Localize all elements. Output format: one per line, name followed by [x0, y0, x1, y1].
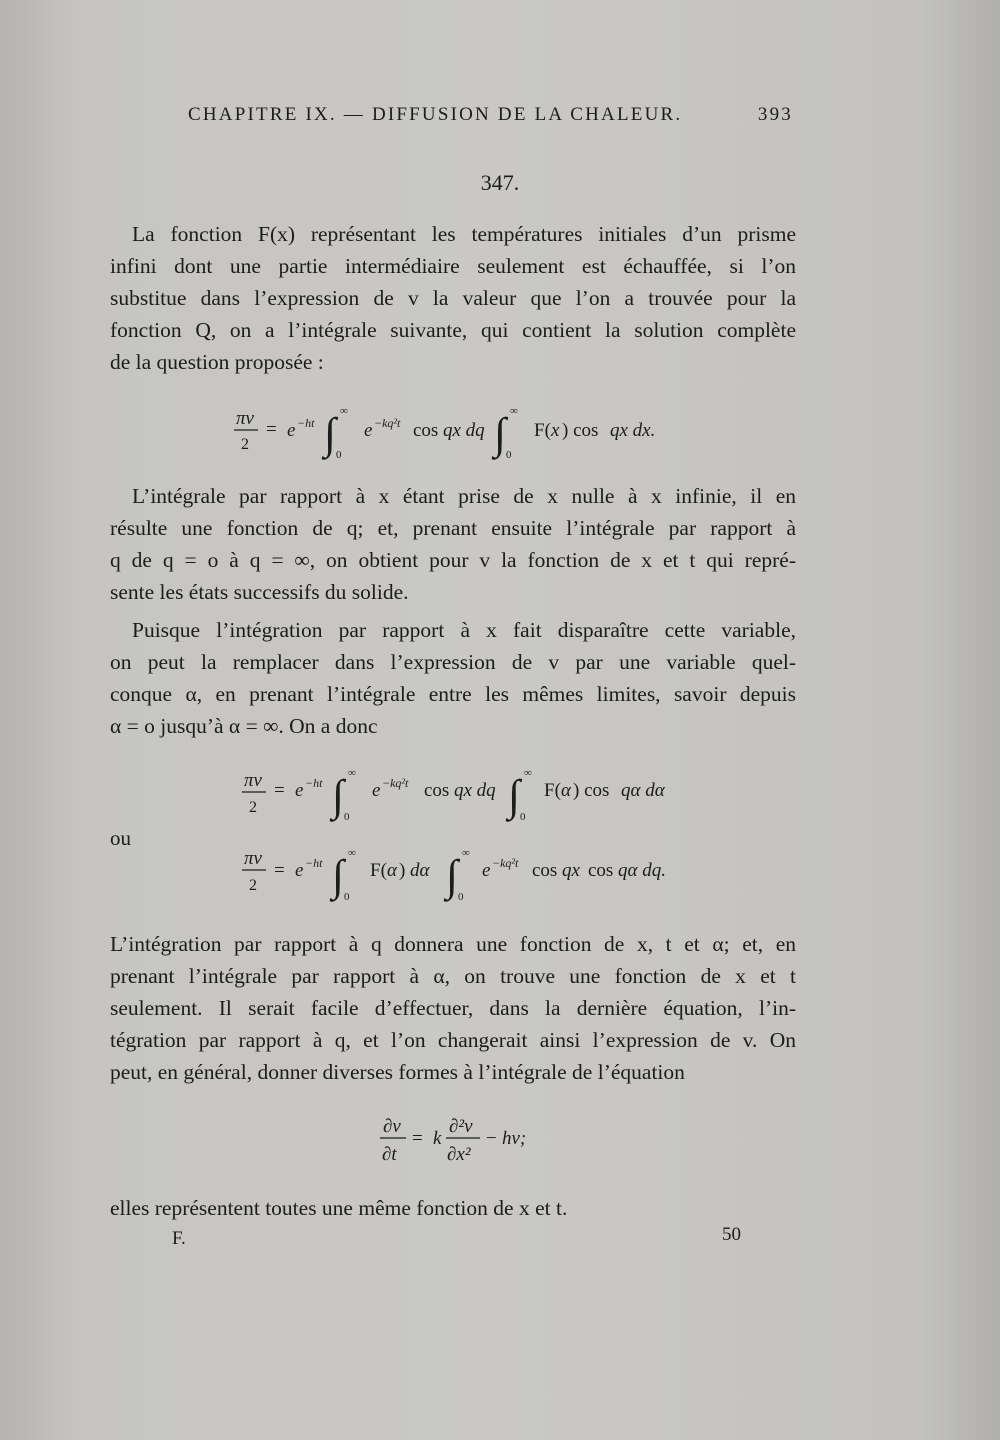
paragraph-2	[110, 480, 796, 608]
svg-text:cos: cos	[413, 420, 439, 441]
svg-text:∫: ∫	[332, 851, 345, 900]
text-line: prenant l’intégrale par rapport à α, on trouve une fonction de x et t	[110, 964, 796, 988]
paragraph-4	[110, 928, 796, 1088]
text-line: tégration par rapport à q, et l’on changerait ainsi l’expression de v. On	[110, 1028, 796, 1052]
text-line: infini dont une partie intermédiaire seulement est échauffée, si l’on	[110, 254, 796, 278]
text-line: seulement. Il serait facile d’effectuer, dans la dernière équation, l’in-	[110, 996, 796, 1020]
svg-text:k: k	[433, 1128, 442, 1149]
equation-4	[0, 1112, 1000, 1172]
svg-text:e: e	[295, 780, 304, 801]
svg-text:∞: ∞	[510, 405, 518, 417]
svg-text:∞: ∞	[348, 847, 356, 859]
svg-text:∞: ∞	[340, 405, 348, 417]
text-line: on peut la remplacer dans l’expression de v par une variable quel-	[110, 650, 796, 674]
text-line: α = o jusqu’à α = ∞. On a donc	[110, 714, 378, 738]
svg-text:2: 2	[249, 799, 257, 816]
svg-text:∫: ∫	[446, 851, 459, 900]
svg-text:2: 2	[249, 877, 257, 894]
paragraph-1	[110, 218, 796, 378]
svg-text:qx dq: qx dq	[454, 780, 496, 801]
svg-text:−ht: −ht	[305, 856, 323, 870]
svg-text:qα dα: qα dα	[621, 780, 665, 801]
svg-text:F(: F(	[534, 420, 551, 441]
svg-text:0: 0	[506, 449, 512, 461]
svg-text:e: e	[482, 860, 491, 881]
page-number: 393	[757, 104, 793, 125]
svg-text:∞: ∞	[462, 847, 470, 859]
svg-text:∫: ∫	[332, 771, 345, 820]
svg-text:hv;: hv;	[502, 1128, 527, 1149]
svg-text:−ht: −ht	[305, 776, 323, 790]
svg-text:x: x	[551, 420, 560, 441]
svg-text:) cos: ) cos	[562, 420, 599, 441]
text-line: peut, en général, donner diverses formes à l’intégrale de l’équation	[110, 1060, 685, 1084]
svg-text:=: =	[412, 1128, 423, 1149]
equation-2	[0, 766, 1000, 836]
svg-text:πv: πv	[244, 848, 262, 869]
svg-text:=: =	[274, 780, 285, 801]
svg-text:−: −	[486, 1128, 497, 1149]
svg-text:∫: ∫	[494, 409, 507, 458]
conjunction-ou: ou	[110, 826, 131, 850]
svg-text:qx dx.: qx dx.	[610, 420, 656, 441]
svg-text:−ht: −ht	[297, 416, 315, 430]
text-line: de la question proposée :	[110, 350, 324, 374]
svg-text:πv: πv	[236, 408, 254, 429]
signature-mark: F.	[172, 1228, 186, 1249]
svg-text:e: e	[295, 860, 304, 881]
svg-text:2: 2	[241, 436, 249, 453]
svg-text:−kq²t: −kq²t	[492, 856, 519, 870]
equation-1	[0, 402, 1000, 472]
svg-text:0: 0	[520, 811, 526, 823]
text-line: elles représentent toutes une même fonction de x et t.	[110, 1196, 568, 1220]
svg-text:): )	[399, 860, 406, 881]
text-line: résulte une fonction de q; et, prenant ensuite l’intégrale par rapport à	[110, 516, 796, 540]
svg-text:F(: F(	[370, 860, 387, 881]
svg-text:∂t: ∂t	[382, 1144, 397, 1165]
text-line: q de q = o à q = ∞, on obtient pour v la fonction de x et t qui repré-	[110, 548, 796, 572]
svg-text:cos: cos	[588, 860, 614, 881]
svg-text:∫: ∫	[508, 771, 521, 820]
svg-text:α: α	[561, 780, 571, 801]
sheet-number: 50	[722, 1224, 741, 1245]
paragraph-3	[110, 614, 796, 742]
text-line: L’intégrale par rapport à x étant prise de x nulle à x infinie, il en	[132, 484, 796, 508]
chapter-title: CHAPITRE IX. — DIFFUSION DE LA CHALEUR.	[188, 104, 683, 125]
svg-text:qx dq: qx dq	[443, 420, 485, 441]
text-line: La fonction F(x) représentant les températures initiales d’un prisme	[132, 222, 796, 246]
svg-text:e: e	[372, 780, 381, 801]
svg-text:∫: ∫	[324, 409, 337, 458]
text-line: fonction Q, on a l’intégrale suivante, qui contient la solution complète	[110, 318, 796, 342]
svg-text:−kq²t: −kq²t	[374, 416, 401, 430]
svg-text:=: =	[274, 860, 285, 881]
svg-text:0: 0	[336, 449, 342, 461]
svg-text:) cos: ) cos	[573, 780, 610, 801]
svg-text:∞: ∞	[348, 767, 356, 779]
svg-text:∂²v: ∂²v	[449, 1116, 473, 1137]
svg-text:e: e	[287, 420, 296, 441]
svg-text:F(: F(	[544, 780, 561, 801]
text-line: L’intégration par rapport à q donnera une fonction de x, t et α; et, en	[110, 932, 796, 956]
svg-text:∂x²: ∂x²	[447, 1144, 471, 1165]
svg-text:πv: πv	[244, 770, 262, 791]
svg-text:0: 0	[344, 811, 350, 823]
text-line: sente les états successifs du solide.	[110, 580, 409, 604]
svg-text:0: 0	[344, 891, 350, 903]
svg-text:cos: cos	[424, 780, 450, 801]
text-line: substitue dans l’expression de v la valeur que l’on a trouvée pour la	[110, 286, 796, 310]
svg-text:0: 0	[458, 891, 464, 903]
text-line: conque α, en prenant l’intégrale entre les mêmes limites, savoir depuis	[110, 682, 796, 706]
svg-text:qα dq.: qα dq.	[618, 860, 666, 881]
svg-text:dα: dα	[410, 860, 430, 881]
paragraph-5	[110, 1192, 796, 1224]
svg-text:∞: ∞	[524, 767, 532, 779]
svg-text:=: =	[266, 419, 277, 440]
svg-text:α: α	[387, 860, 397, 881]
svg-text:qx: qx	[562, 860, 580, 881]
equation-3	[0, 842, 1000, 914]
svg-text:cos: cos	[532, 860, 558, 881]
svg-text:e: e	[364, 420, 373, 441]
running-header	[188, 104, 793, 126]
svg-text:−kq²t: −kq²t	[382, 776, 409, 790]
text-line: Puisque l’intégration par rapport à x fait disparaître cette variable,	[132, 618, 796, 642]
svg-text:∂v: ∂v	[383, 1116, 401, 1137]
section-number: 347.	[480, 170, 520, 195]
